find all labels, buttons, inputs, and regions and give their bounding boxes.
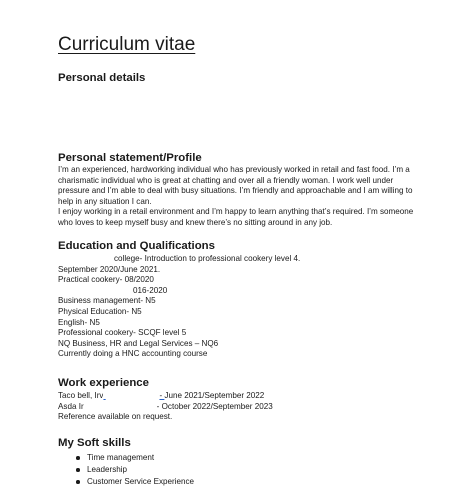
statement-line: charismatic individual who is great at chatting and over all a friendly woman. I work well under [58,175,394,185]
skill-label: Time management [87,453,155,462]
list-item [58,464,194,476]
statement-line: who loves to keep myself busy and knew there’s no sitting around in any job. [58,217,333,227]
education-line-text: 016-2020 [133,285,168,295]
statement-line: pressure and I’m able to deal with busy situations. I’m friendly and approachable and I am willing to [58,186,413,196]
education-line: Professional cookery- SCQF level 5 [58,328,187,338]
redacted-block [103,391,159,402]
job-dates-prefix: - [159,391,165,400]
education-line: English- N5 [58,317,100,327]
job-dates: June 2021/September 2022 [164,391,265,400]
education-line-text: college- Introduction to professional cookery level 4. [114,254,301,263]
work-experience-heading: Work experience [58,377,149,389]
education-line [58,254,438,265]
education-line: September 2020/June 2021. [58,264,161,274]
list-item [58,476,194,488]
bullet-icon [76,456,80,460]
statement-line: I’m an experienced, hardworking individual who has previously worked in retail and fast food. I’m a [58,165,410,174]
education-line: Practical cookery- 08/2020 [58,275,154,285]
education-line: Currently doing a HNC accounting course [58,349,208,359]
job-employer: Asda Ir [58,401,84,411]
bullet-icon [76,468,80,472]
job-entry [58,402,438,413]
soft-skills-heading: My Soft skills [58,437,131,449]
skill-label: Customer Service Experience [87,477,195,487]
work-experience-list [58,391,438,423]
personal-statement-text [58,165,438,229]
job-employer: Taco bell, Irv [58,391,104,400]
education-line: Business management- N5 [58,296,156,306]
education-line [58,286,438,297]
statement-line: I enjoy working in a retail environment and I’m happy to learn anything that’s required. I’m someone [58,207,414,217]
job-dates: October 2022/September 2023 [161,401,273,411]
education-line: Physical Education- N5 [58,306,142,316]
statement-line: help in any situation I can. [58,196,152,206]
education-line: NQ Business, HR and Legal Services – NQ6 [58,338,219,348]
bullet-icon [76,480,80,484]
skill-label: Leadership [87,465,128,475]
personal-details-heading: Personal details [58,72,146,84]
education-list [58,254,438,360]
job-entry [58,391,438,402]
soft-skills-list [58,452,194,489]
job-dates-prefix: - [156,401,162,411]
education-heading: Education and Qualifications [58,240,215,252]
personal-statement-heading: Personal statement/Profile [58,152,202,164]
list-item [58,452,194,464]
document-title: Curriculum vitae [58,34,196,55]
references-note: Reference available on request. [58,412,173,422]
